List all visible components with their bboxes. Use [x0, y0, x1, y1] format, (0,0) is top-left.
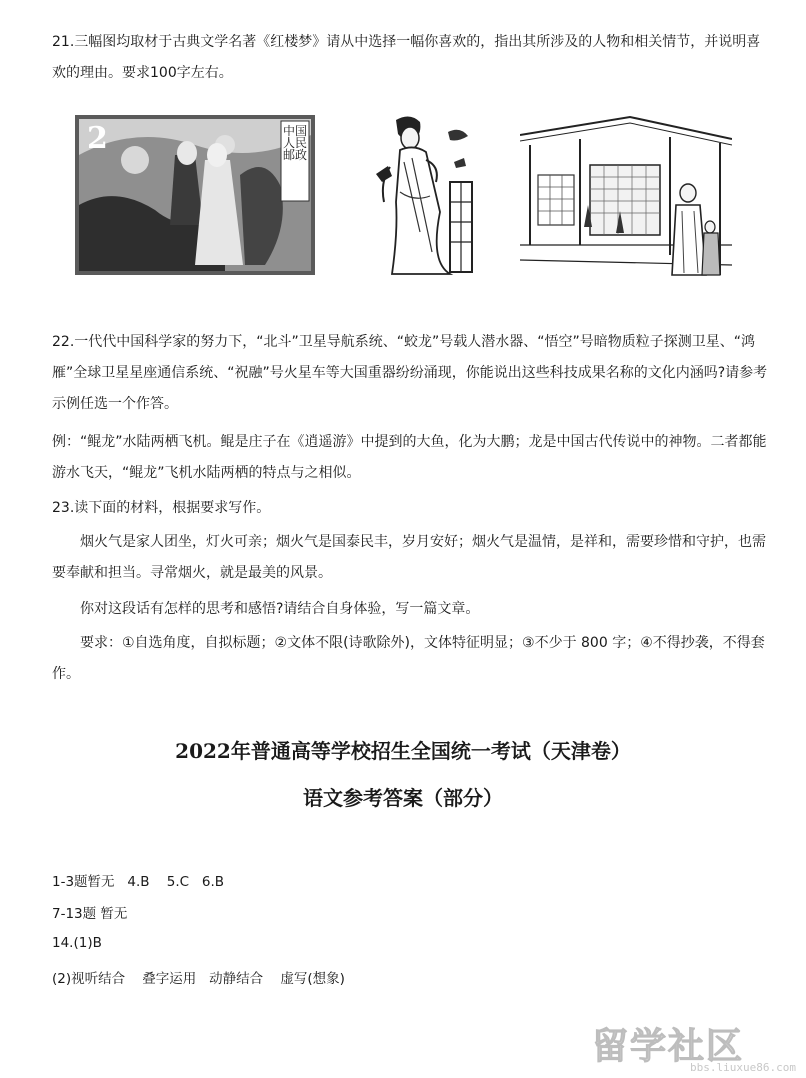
stamp-denomination: 2	[87, 121, 108, 156]
courtyard-illustration	[520, 115, 732, 280]
answer-line-3: 14.(1)B	[52, 935, 102, 951]
stamp-country-text: 中国人民邮政	[283, 124, 308, 162]
question-22: 22.一代代中国科学家的努力下，“北斗”卫星导航系统、“蛟龙”号载人潜水器、“悟空”号暗物质粒子探测卫星、“鸿雁”全球卫星星座通信系统、“祝融”号火星车等大国重器纷纷涌现，你能说出这些科技成果名称的文化内涵吗?请参考示例任选一个作答。	[52, 334, 768, 412]
question-23-requirements: 要求：①自选角度，自拟标题；②文体不限(诗歌除外)，文体特征明显；③不少于 800 字；④不得抄袭，不得套作。	[52, 635, 765, 682]
question-23-prompt: 你对这段话有怎样的思考和感悟?请结合自身体验，写一篇文章。	[80, 601, 480, 617]
watermark-logo-text: 留学社区	[592, 1026, 745, 1067]
answer-line-1: 1-3题暂无 4.B 5.C 6.B	[52, 874, 225, 890]
question-23-material: 烟火气是家人团坐，灯火可亲；烟火气是国泰民丰，岁月安好；烟火气是温情，是祥和，需要珍惜和守护，也需要奉献和担当。寻常烟火，就是最美的风景。	[52, 534, 766, 581]
question-21: 21.三幅图均取材于古典文学名著《红楼梦》请从中选择一幅你喜欢的，指出其所涉及的人物和相关情节，并说明喜欢的理由。要求100字左右。	[52, 34, 761, 81]
answer-section-subtitle: 语文参考答案（部分）	[303, 786, 503, 810]
answer-line-4: (2)视听结合 叠字运用 动静结合 虚写(想象)	[52, 971, 345, 987]
answer-line-2: 7-13题 暂无	[52, 906, 128, 922]
lady-illustration	[370, 112, 482, 280]
watermark-url: bbs.liuxue86.com	[690, 1061, 796, 1074]
question-22-example: 例：“鲲龙”水陆两栖飞机。鲲是庄子在《逍遥游》中提到的大鱼，化为大鹏；龙是中国古代传说中的神物。二者都能游水飞天，“鲲龙”飞机水陆两栖的特点与之相似。	[52, 434, 767, 481]
stamp-illustration	[75, 115, 315, 275]
answer-section-title: 2022年普通高等学校招生全国统一考试（天津卷）	[175, 739, 631, 763]
site-watermark	[592, 1018, 802, 1076]
question-23: 23.读下面的材料，根据要求写作。	[52, 500, 271, 516]
